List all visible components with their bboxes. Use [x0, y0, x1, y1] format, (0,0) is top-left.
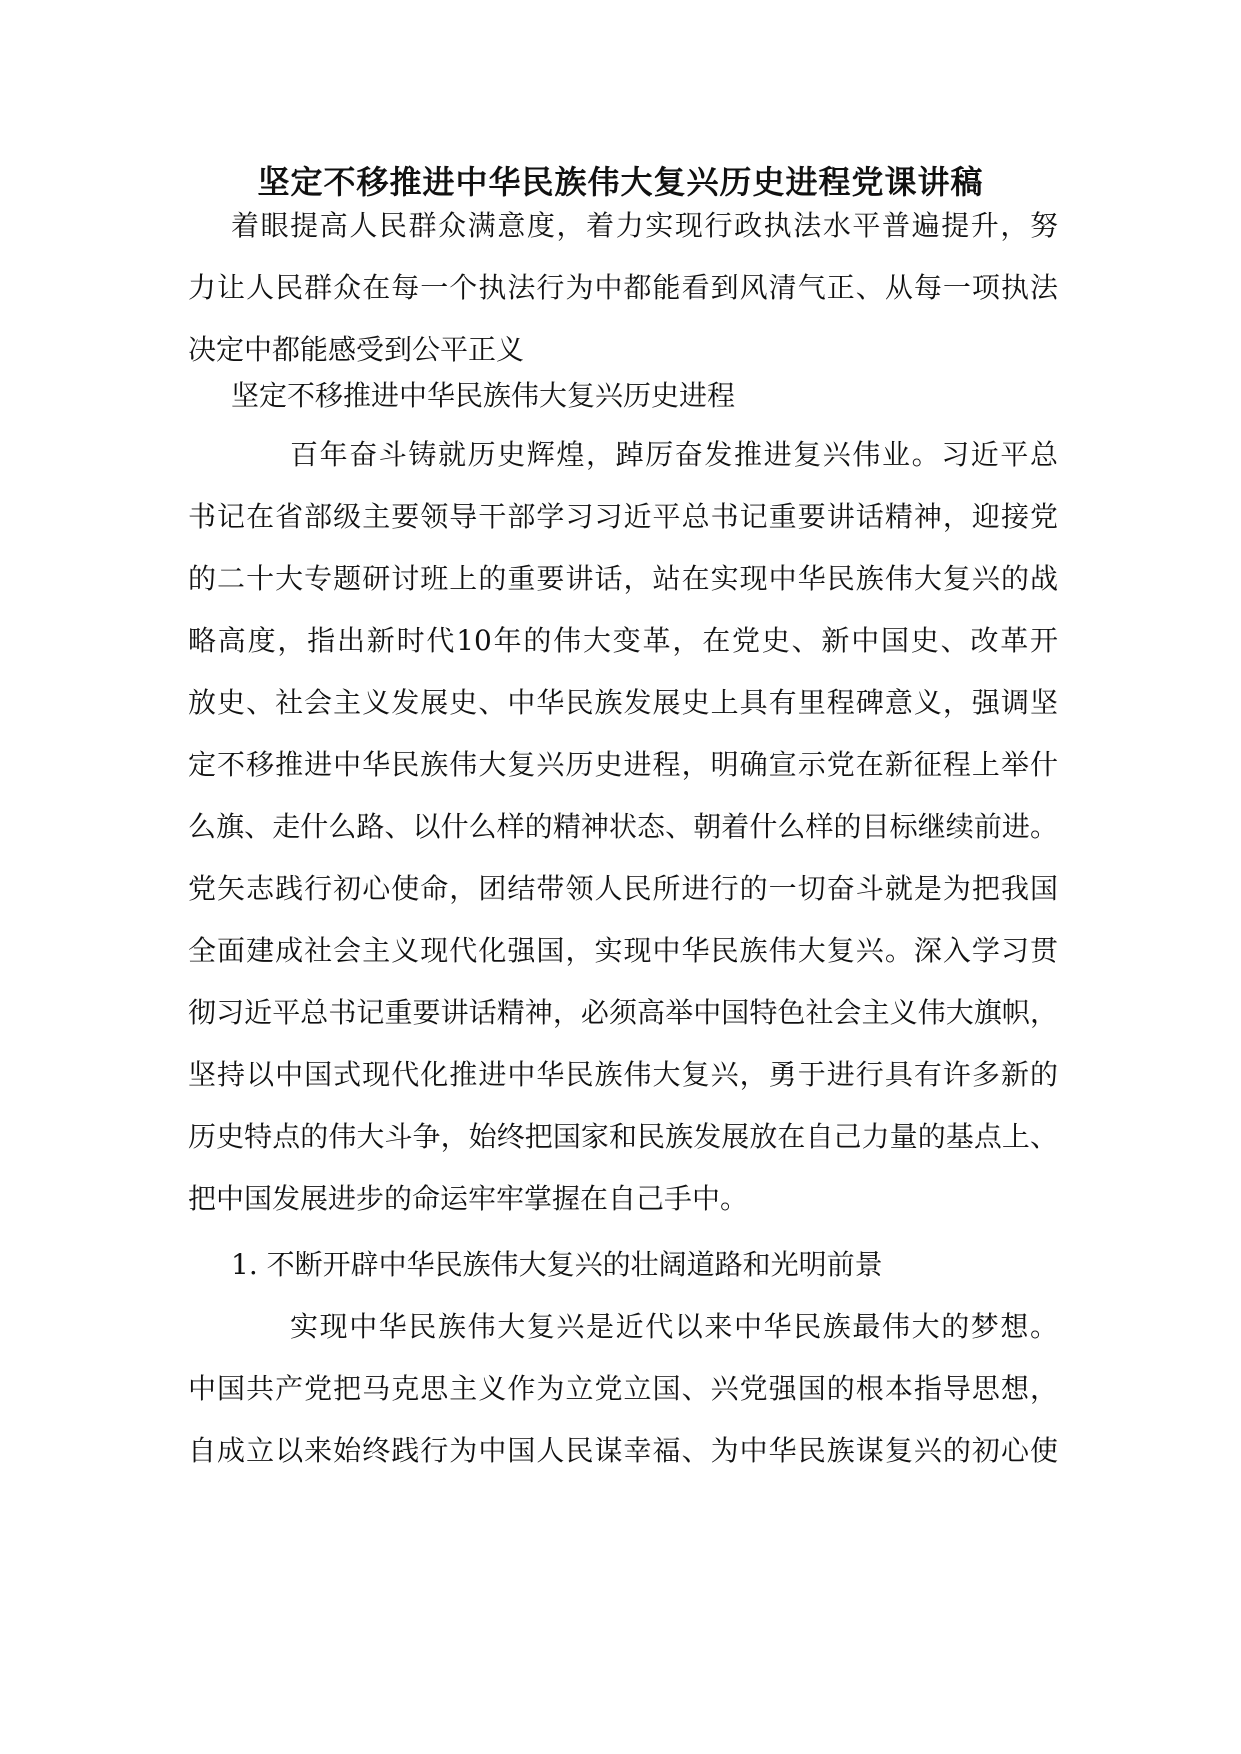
paragraph-line: 彻习近平总书记重要讲话精神，必须高举中国特色社会主义伟大旗帜， — [188, 996, 1058, 1029]
body-paragraph-1 — [188, 424, 1058, 1230]
paragraph-line: 放史、社会主义发展史、中华民族发展史上具有里程碑意义，强调坚 — [188, 686, 1058, 719]
intro-line: 着眼提高人民群众满意度，着力实现行政执法水平普遍提升，努 — [231, 209, 1058, 242]
paragraph-line: 全面建成社会主义现代化强国，实现中华民族伟大复兴。深入学习贯 — [188, 934, 1058, 967]
paragraph-line: 把中国发展进步的命运牢牢掌握在自己手中。 — [188, 1182, 749, 1215]
paragraph-line: 坚持以中国式现代化推进中华民族伟大复兴，勇于进行具有许多新的 — [188, 1058, 1058, 1091]
paragraph-line: 的二十大专题研讨班上的重要讲话，站在实现中华民族伟大复兴的战 — [188, 562, 1058, 595]
intro-line: 决定中都能感受到公平正义 — [188, 333, 525, 366]
paragraph-line: 历史特点的伟大斗争，始终把国家和民族发展放在自己力量的基点上、 — [188, 1120, 1058, 1153]
paragraph-line: 实现中华民族伟大复兴是近代以来中华民族最伟大的梦想。 — [290, 1310, 1058, 1343]
intro-line: 力让人民群众在每一个执法行为中都能看到风清气正、从每一项执法 — [188, 271, 1058, 304]
paragraph-line: 定不移推进中华民族伟大复兴历史进程，明确宣示党在新征程上举什 — [188, 748, 1058, 781]
body-paragraph-2 — [188, 1296, 1058, 1482]
paragraph-line: 么旗、走什么路、以什么样的精神状态、朝着什么样的目标继续前进。 — [188, 810, 1058, 843]
paragraph-line: 略高度，指出新时代10年的伟大变革，在党史、新中国史、改革开 — [188, 624, 1058, 657]
paragraph-line: 书记在省部级主要领导干部学习习近平总书记重要讲话精神，迎接党 — [188, 500, 1058, 533]
section-subtitle-block — [188, 365, 1058, 427]
paragraph-line: 百年奋斗铸就历史辉煌，踔厉奋发推进复兴伟业。习近平总 — [290, 438, 1058, 471]
section-heading-block — [188, 1234, 1058, 1296]
section-subtitle: 坚定不移推进中华民族伟大复兴历史进程 — [231, 379, 736, 412]
document-title: 坚定不移推进中华民族伟大复兴历史进程党课讲稿 — [257, 163, 984, 201]
section-heading-1: 1. 不断开辟中华民族伟大复兴的壮阔道路和光明前景 — [231, 1248, 883, 1281]
intro-paragraph — [188, 195, 1058, 381]
paragraph-line: 自成立以来始终践行为中国人民谋幸福、为中华民族谋复兴的初心使 — [188, 1434, 1058, 1467]
paragraph-line: 党矢志践行初心使命，团结带领人民所进行的一切奋斗就是为把我国 — [188, 872, 1058, 905]
paragraph-line: 中国共产党把马克思主义作为立党立国、兴党强国的根本指导思想， — [188, 1372, 1058, 1405]
